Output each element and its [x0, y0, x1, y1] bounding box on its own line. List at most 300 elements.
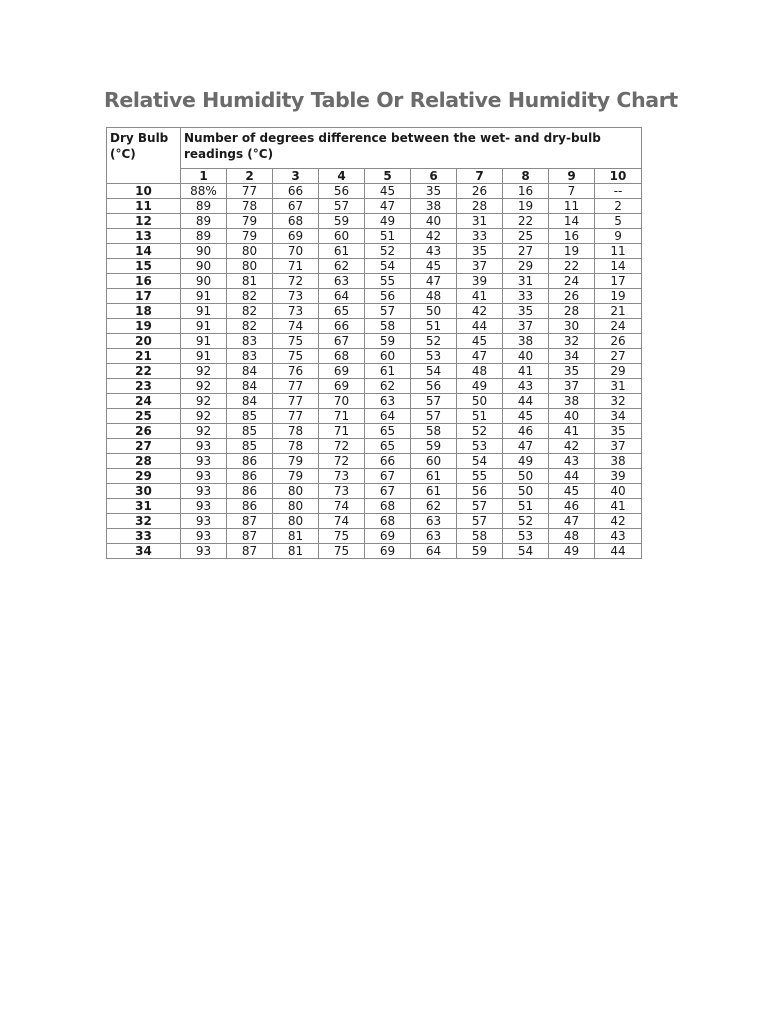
humidity-cell: 53	[411, 349, 457, 364]
humidity-cell: 68	[365, 499, 411, 514]
humidity-cell: 82	[227, 289, 273, 304]
humidity-cell: 80	[273, 499, 319, 514]
humidity-cell: 45	[457, 334, 503, 349]
table-row	[107, 394, 642, 409]
humidity-cell: 31	[457, 214, 503, 229]
humidity-cell: 63	[411, 514, 457, 529]
humidity-cell: 41	[549, 424, 595, 439]
humidity-cell: 78	[273, 439, 319, 454]
humidity-cell: 40	[595, 484, 642, 499]
humidity-cell: 92	[181, 394, 227, 409]
humidity-cell: 51	[365, 229, 411, 244]
table-row	[107, 259, 642, 274]
table-row	[107, 229, 642, 244]
humidity-cell: 26	[549, 289, 595, 304]
humidity-cell: 35	[503, 304, 549, 319]
dry-bulb-cell: 32	[107, 514, 181, 529]
humidity-cell: 64	[365, 409, 411, 424]
humidity-cell: 62	[365, 379, 411, 394]
humidity-cell: 66	[319, 319, 365, 334]
humidity-cell: 42	[411, 229, 457, 244]
humidity-cell: 80	[273, 514, 319, 529]
humidity-cell: 85	[227, 424, 273, 439]
humidity-cell: 68	[273, 214, 319, 229]
humidity-cell: 63	[365, 394, 411, 409]
humidity-cell: 67	[273, 199, 319, 214]
humidity-cell: 45	[503, 409, 549, 424]
dry-bulb-cell: 13	[107, 229, 181, 244]
column-number: 5	[365, 169, 411, 184]
dry-bulb-cell: 23	[107, 379, 181, 394]
humidity-cell: 77	[227, 184, 273, 199]
humidity-cell: 73	[319, 484, 365, 499]
humidity-cell: 38	[595, 454, 642, 469]
humidity-cell: 85	[227, 439, 273, 454]
humidity-cell: --	[595, 184, 642, 199]
humidity-cell: 93	[181, 544, 227, 559]
humidity-cell: 55	[365, 274, 411, 289]
humidity-cell: 75	[319, 544, 365, 559]
humidity-cell: 47	[503, 439, 549, 454]
humidity-cell: 52	[411, 334, 457, 349]
humidity-cell: 32	[549, 334, 595, 349]
humidity-cell: 44	[595, 544, 642, 559]
table-row	[107, 349, 642, 364]
humidity-cell: 90	[181, 259, 227, 274]
humidity-cell: 64	[319, 289, 365, 304]
humidity-cell: 61	[365, 364, 411, 379]
humidity-cell: 77	[273, 409, 319, 424]
humidity-cell: 41	[457, 289, 503, 304]
table-row	[107, 304, 642, 319]
humidity-cell: 43	[411, 244, 457, 259]
humidity-cell: 93	[181, 514, 227, 529]
humidity-cell: 41	[503, 364, 549, 379]
humidity-cell: 87	[227, 529, 273, 544]
humidity-cell: 54	[457, 454, 503, 469]
humidity-cell: 75	[319, 529, 365, 544]
humidity-cell: 68	[365, 514, 411, 529]
humidity-cell: 9	[595, 229, 642, 244]
humidity-cell: 45	[549, 484, 595, 499]
humidity-cell: 38	[411, 199, 457, 214]
humidity-cell: 39	[595, 469, 642, 484]
humidity-cell: 52	[365, 244, 411, 259]
humidity-cell: 67	[365, 484, 411, 499]
column-number: 2	[227, 169, 273, 184]
humidity-cell: 44	[503, 394, 549, 409]
humidity-cell: 44	[549, 469, 595, 484]
humidity-cell: 58	[365, 319, 411, 334]
humidity-cell: 57	[411, 394, 457, 409]
table-row	[107, 289, 642, 304]
page-title: Relative Humidity Table Or Relative Humidity Chart	[104, 88, 678, 112]
humidity-cell: 35	[457, 244, 503, 259]
humidity-cell: 79	[273, 469, 319, 484]
humidity-cell: 49	[549, 544, 595, 559]
humidity-cell: 5	[595, 214, 642, 229]
dry-bulb-cell: 27	[107, 439, 181, 454]
humidity-cell: 55	[457, 469, 503, 484]
humidity-cell: 60	[319, 229, 365, 244]
humidity-cell: 38	[503, 334, 549, 349]
humidity-cell: 73	[273, 289, 319, 304]
humidity-cell: 89	[181, 199, 227, 214]
humidity-cell: 40	[411, 214, 457, 229]
humidity-cell: 61	[319, 244, 365, 259]
humidity-cell: 49	[457, 379, 503, 394]
humidity-cell: 93	[181, 439, 227, 454]
humidity-cell: 90	[181, 274, 227, 289]
humidity-cell: 72	[273, 274, 319, 289]
humidity-cell: 30	[549, 319, 595, 334]
humidity-cell: 47	[365, 199, 411, 214]
dry-bulb-cell: 24	[107, 394, 181, 409]
humidity-cell: 27	[595, 349, 642, 364]
humidity-cell: 62	[411, 499, 457, 514]
humidity-cell: 69	[273, 229, 319, 244]
humidity-cell: 68	[319, 349, 365, 364]
humidity-cell: 11	[595, 244, 642, 259]
difference-header-line2: readings (°C)	[184, 147, 274, 161]
humidity-cell: 86	[227, 484, 273, 499]
humidity-cell: 17	[595, 274, 642, 289]
humidity-cell: 69	[319, 364, 365, 379]
humidity-cell: 93	[181, 499, 227, 514]
humidity-cell: 57	[457, 499, 503, 514]
humidity-cell: 69	[365, 529, 411, 544]
humidity-cell: 81	[273, 529, 319, 544]
humidity-cell: 14	[595, 259, 642, 274]
humidity-cell: 51	[457, 409, 503, 424]
dry-bulb-header	[107, 128, 181, 184]
humidity-cell: 24	[549, 274, 595, 289]
humidity-cell: 59	[365, 334, 411, 349]
dry-bulb-cell: 29	[107, 469, 181, 484]
humidity-cell: 91	[181, 289, 227, 304]
table-row	[107, 544, 642, 559]
humidity-cell: 71	[319, 409, 365, 424]
table-row	[107, 469, 642, 484]
humidity-cell: 75	[273, 349, 319, 364]
humidity-cell: 46	[549, 499, 595, 514]
table-row	[107, 454, 642, 469]
humidity-cell: 61	[411, 469, 457, 484]
humidity-cell: 93	[181, 529, 227, 544]
dry-bulb-cell: 34	[107, 544, 181, 559]
dry-bulb-cell: 22	[107, 364, 181, 379]
humidity-cell: 38	[549, 394, 595, 409]
humidity-cell: 78	[227, 199, 273, 214]
humidity-cell: 84	[227, 364, 273, 379]
humidity-cell: 71	[273, 259, 319, 274]
humidity-cell: 50	[503, 484, 549, 499]
humidity-cell: 63	[411, 529, 457, 544]
humidity-cell: 85	[227, 409, 273, 424]
humidity-cell: 32	[595, 394, 642, 409]
humidity-cell: 79	[227, 229, 273, 244]
table-row	[107, 199, 642, 214]
humidity-cell: 7	[549, 184, 595, 199]
table-row	[107, 424, 642, 439]
table-header	[107, 128, 642, 184]
humidity-cell: 37	[503, 319, 549, 334]
humidity-cell: 74	[319, 514, 365, 529]
humidity-cell: 43	[595, 529, 642, 544]
humidity-cell: 89	[181, 214, 227, 229]
humidity-cell: 28	[549, 304, 595, 319]
dry-bulb-cell: 21	[107, 349, 181, 364]
humidity-cell: 75	[273, 334, 319, 349]
column-number-row	[107, 169, 642, 184]
table-row	[107, 484, 642, 499]
humidity-cell: 40	[549, 409, 595, 424]
humidity-cell: 78	[273, 424, 319, 439]
humidity-cell: 43	[503, 379, 549, 394]
humidity-cell: 93	[181, 454, 227, 469]
humidity-cell: 53	[457, 439, 503, 454]
table-row	[107, 529, 642, 544]
humidity-cell: 81	[273, 544, 319, 559]
humidity-cell: 40	[503, 349, 549, 364]
dry-bulb-cell: 31	[107, 499, 181, 514]
dry-bulb-cell: 18	[107, 304, 181, 319]
humidity-cell: 50	[503, 469, 549, 484]
humidity-cell: 56	[457, 484, 503, 499]
column-number: 6	[411, 169, 457, 184]
humidity-cell: 92	[181, 424, 227, 439]
humidity-cell: 49	[365, 214, 411, 229]
humidity-cell: 29	[503, 259, 549, 274]
humidity-cell: 57	[319, 199, 365, 214]
humidity-cell: 48	[457, 364, 503, 379]
humidity-cell: 69	[319, 379, 365, 394]
humidity-cell: 66	[273, 184, 319, 199]
humidity-cell: 47	[411, 274, 457, 289]
table-row	[107, 514, 642, 529]
humidity-cell: 74	[273, 319, 319, 334]
dry-bulb-cell: 10	[107, 184, 181, 199]
humidity-cell: 19	[503, 199, 549, 214]
dry-bulb-cell: 12	[107, 214, 181, 229]
humidity-cell: 83	[227, 349, 273, 364]
humidity-cell: 65	[319, 304, 365, 319]
humidity-cell: 93	[181, 469, 227, 484]
table-row	[107, 184, 642, 199]
humidity-cell: 86	[227, 499, 273, 514]
humidity-cell: 45	[365, 184, 411, 199]
table-row	[107, 334, 642, 349]
humidity-cell: 67	[365, 469, 411, 484]
humidity-cell: 56	[365, 289, 411, 304]
humidity-cell: 72	[319, 439, 365, 454]
humidity-cell: 92	[181, 409, 227, 424]
dry-bulb-cell: 14	[107, 244, 181, 259]
humidity-cell: 71	[319, 424, 365, 439]
humidity-cell: 22	[549, 259, 595, 274]
humidity-cell: 60	[411, 454, 457, 469]
table-row	[107, 439, 642, 454]
dry-bulb-cell: 17	[107, 289, 181, 304]
dry-bulb-cell: 11	[107, 199, 181, 214]
humidity-cell: 47	[457, 349, 503, 364]
dry-bulb-cell: 19	[107, 319, 181, 334]
humidity-cell: 91	[181, 304, 227, 319]
humidity-cell: 91	[181, 319, 227, 334]
humidity-cell: 54	[411, 364, 457, 379]
table-body	[107, 184, 642, 559]
humidity-cell: 2	[595, 199, 642, 214]
humidity-cell: 73	[273, 304, 319, 319]
table-row	[107, 214, 642, 229]
humidity-cell: 48	[411, 289, 457, 304]
humidity-cell: 28	[457, 199, 503, 214]
humidity-cell: 84	[227, 394, 273, 409]
humidity-cell: 81	[227, 274, 273, 289]
humidity-cell: 58	[457, 529, 503, 544]
humidity-cell: 37	[549, 379, 595, 394]
humidity-cell: 25	[503, 229, 549, 244]
humidity-cell: 37	[457, 259, 503, 274]
dry-bulb-cell: 16	[107, 274, 181, 289]
humidity-cell: 34	[595, 409, 642, 424]
humidity-cell: 70	[319, 394, 365, 409]
humidity-cell: 89	[181, 229, 227, 244]
humidity-cell: 44	[457, 319, 503, 334]
humidity-cell: 39	[457, 274, 503, 289]
humidity-cell: 26	[595, 334, 642, 349]
humidity-cell: 80	[273, 484, 319, 499]
humidity-cell: 51	[411, 319, 457, 334]
dry-bulb-cell: 20	[107, 334, 181, 349]
humidity-cell: 59	[457, 544, 503, 559]
humidity-cell: 22	[503, 214, 549, 229]
humidity-cell: 65	[365, 424, 411, 439]
difference-header	[181, 128, 642, 169]
humidity-cell: 56	[411, 379, 457, 394]
humidity-cell: 86	[227, 469, 273, 484]
humidity-cell: 54	[503, 544, 549, 559]
humidity-cell: 59	[319, 214, 365, 229]
humidity-cell: 50	[411, 304, 457, 319]
humidity-cell: 82	[227, 319, 273, 334]
table-row	[107, 364, 642, 379]
humidity-cell: 79	[227, 214, 273, 229]
humidity-cell: 35	[411, 184, 457, 199]
humidity-cell: 31	[595, 379, 642, 394]
humidity-cell: 93	[181, 484, 227, 499]
humidity-cell: 11	[549, 199, 595, 214]
humidity-cell: 80	[227, 244, 273, 259]
humidity-cell: 42	[595, 514, 642, 529]
humidity-cell: 82	[227, 304, 273, 319]
humidity-cell: 76	[273, 364, 319, 379]
humidity-cell: 52	[503, 514, 549, 529]
humidity-cell: 57	[411, 409, 457, 424]
humidity-cell: 50	[457, 394, 503, 409]
humidity-cell: 67	[319, 334, 365, 349]
dry-bulb-cell: 15	[107, 259, 181, 274]
humidity-cell: 37	[595, 439, 642, 454]
humidity-cell: 26	[457, 184, 503, 199]
humidity-cell: 60	[365, 349, 411, 364]
humidity-cell: 47	[549, 514, 595, 529]
table-row	[107, 244, 642, 259]
dry-bulb-cell: 25	[107, 409, 181, 424]
column-number: 8	[503, 169, 549, 184]
column-number: 10	[595, 169, 642, 184]
dry-bulb-header-line1: Dry Bulb	[110, 131, 169, 145]
humidity-cell: 92	[181, 379, 227, 394]
humidity-cell: 73	[319, 469, 365, 484]
humidity-cell: 69	[365, 544, 411, 559]
column-number: 7	[457, 169, 503, 184]
humidity-cell: 46	[503, 424, 549, 439]
humidity-cell: 87	[227, 544, 273, 559]
humidity-cell: 72	[319, 454, 365, 469]
column-number: 4	[319, 169, 365, 184]
dry-bulb-cell: 33	[107, 529, 181, 544]
humidity-cell: 70	[273, 244, 319, 259]
column-number: 3	[273, 169, 319, 184]
column-number: 9	[549, 169, 595, 184]
dry-bulb-cell: 28	[107, 454, 181, 469]
humidity-cell: 77	[273, 379, 319, 394]
difference-header-line1: Number of degrees difference between the wet- and dry-bulb	[184, 131, 601, 145]
humidity-cell: 35	[549, 364, 595, 379]
humidity-cell: 42	[457, 304, 503, 319]
humidity-cell: 16	[549, 229, 595, 244]
humidity-cell: 54	[365, 259, 411, 274]
humidity-cell: 77	[273, 394, 319, 409]
humidity-cell: 33	[457, 229, 503, 244]
table-row	[107, 379, 642, 394]
humidity-cell: 42	[549, 439, 595, 454]
dry-bulb-cell: 26	[107, 424, 181, 439]
humidity-cell: 52	[457, 424, 503, 439]
humidity-cell: 24	[595, 319, 642, 334]
table-row	[107, 499, 642, 514]
humidity-cell: 19	[549, 244, 595, 259]
humidity-cell: 16	[503, 184, 549, 199]
dry-bulb-cell: 30	[107, 484, 181, 499]
humidity-cell: 63	[319, 274, 365, 289]
humidity-cell: 62	[319, 259, 365, 274]
humidity-cell: 45	[411, 259, 457, 274]
humidity-cell: 51	[503, 499, 549, 514]
dry-bulb-header-line2: (°C)	[110, 147, 136, 161]
humidity-cell: 92	[181, 364, 227, 379]
humidity-cell: 29	[595, 364, 642, 379]
humidity-cell: 74	[319, 499, 365, 514]
humidity-cell: 19	[595, 289, 642, 304]
humidity-cell: 91	[181, 349, 227, 364]
humidity-cell: 35	[595, 424, 642, 439]
humidity-cell: 91	[181, 334, 227, 349]
humidity-table	[106, 127, 642, 559]
humidity-cell: 87	[227, 514, 273, 529]
humidity-cell: 90	[181, 244, 227, 259]
table-row	[107, 319, 642, 334]
humidity-cell: 48	[549, 529, 595, 544]
humidity-cell: 49	[503, 454, 549, 469]
humidity-cell: 79	[273, 454, 319, 469]
humidity-cell: 61	[411, 484, 457, 499]
humidity-cell: 41	[595, 499, 642, 514]
humidity-cell: 34	[549, 349, 595, 364]
humidity-cell: 59	[411, 439, 457, 454]
humidity-cell: 57	[457, 514, 503, 529]
